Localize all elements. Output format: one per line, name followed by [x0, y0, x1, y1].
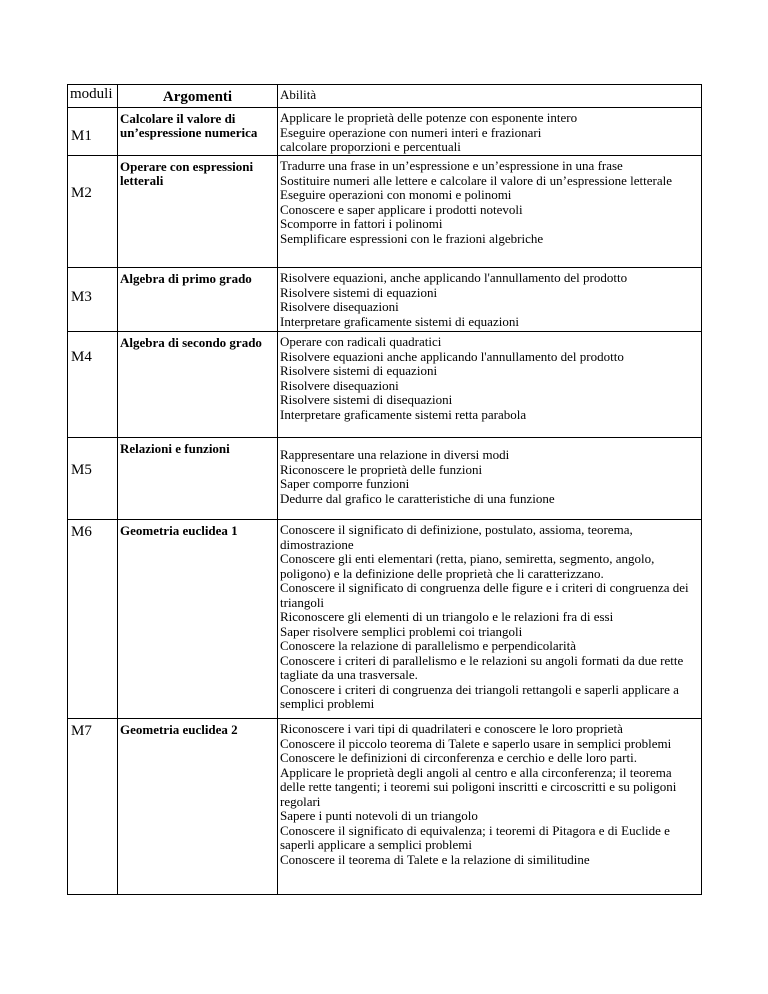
skill-item: Sapere i punti notevoli di un triangolo — [280, 808, 478, 823]
topic-title: Algebra di primo grado — [118, 268, 278, 332]
syllabus-table — [67, 84, 702, 895]
skill-item: Riconoscere gli elementi di un triangolo e le relazioni fra di essi — [280, 609, 614, 624]
topic-title: Operare con espressioni letterali — [118, 156, 278, 268]
table-row — [68, 520, 702, 719]
skills-cell — [278, 268, 702, 332]
header-abilita: Abilità — [278, 85, 702, 108]
skill-item: Conoscere le definizioni di circonferenza e cerchio e delle loro parti. — [280, 750, 637, 765]
skill-item: Eseguire operazioni con monomi e polinomi — [280, 187, 512, 202]
skill-item: Sostituire numeri alle lettere e calcolare il valore di un’espressione letterale — [280, 172, 672, 188]
module-code: M7 — [68, 719, 118, 895]
skill-item: Applicare le proprietà degli angoli al centro e alla circonferenza; il teorema delle rette tangenti; i teoremi sui poligoni inscritti e circoscritti e su poligoni regolari — [280, 764, 677, 809]
skill-item: Interpretare graficamente sistemi di equazioni — [280, 313, 519, 329]
skill-item: calcolare proporzioni e percentuali — [280, 139, 461, 154]
topic-title: Algebra di secondo grado — [118, 332, 278, 438]
skill-item: Semplificare espressioni con le frazioni algebriche — [280, 230, 544, 246]
table-row — [68, 438, 702, 520]
header-moduli: moduli — [68, 85, 118, 108]
topic-title: Calcolare il valore di un’espressione numerica — [118, 108, 278, 156]
module-code: M3 — [68, 268, 118, 332]
module-code: M4 — [68, 332, 118, 438]
skill-item: Risolvere disequazioni — [280, 377, 399, 393]
skill-item: Saper comporre funzioni — [280, 476, 410, 491]
skills-cell — [278, 719, 702, 895]
skill-item: Tradurre una frase in un’espressione e un’espressione in una frase — [280, 158, 623, 173]
module-code: M1 — [68, 108, 118, 156]
skill-item: Conoscere e saper applicare i prodotti notevoli — [280, 201, 523, 217]
skills-cell — [278, 332, 702, 438]
skill-item: Conoscere il piccolo teorema di Talete e saperlo usare in semplici problemi — [280, 735, 672, 751]
skill-item: Conoscere il significato di equivalenza; i teoremi di Pitagora e di Euclide e saperli applicare a semplici problemi — [280, 822, 670, 852]
module-code: M5 — [68, 438, 118, 520]
skill-item: Operare con radicali quadratici — [280, 334, 442, 349]
table-row — [68, 719, 702, 895]
skills-cell — [278, 520, 702, 719]
skill-item: Rappresentare una relazione in diversi modi — [280, 447, 510, 462]
skill-item: Risolvere disequazioni — [280, 299, 399, 314]
skill-item: Applicare le proprietà delle potenze con esponente intero — [280, 110, 578, 125]
skill-item: Risolvere equazioni anche applicando l'annullamento del prodotto — [280, 348, 624, 364]
table-header-row — [68, 85, 702, 108]
table-row — [68, 268, 702, 332]
skill-item: Interpretare graficamente sistemi retta parabola — [280, 406, 527, 422]
skills-cell — [278, 156, 702, 268]
header-argomenti: Argomenti — [118, 85, 278, 108]
skill-item: Conoscere il significato di congruenza delle figure e i criteri di congruenza dei triangoli — [280, 580, 689, 610]
skill-item: Riconoscere i vari tipi di quadrilateri e conoscere le loro proprietà — [280, 721, 623, 736]
topic-title: Geometria euclidea 1 — [118, 520, 278, 719]
skill-item: Eseguire operazione con numeri interi e frazionari — [280, 124, 542, 140]
skill-item: Risolvere sistemi di equazioni — [280, 363, 438, 378]
topic-title: Relazioni e funzioni — [118, 438, 278, 520]
skill-item: Risolvere sistemi di disequazioni — [280, 392, 453, 407]
table-row — [68, 156, 702, 268]
table-row — [68, 332, 702, 438]
module-code: M6 — [68, 520, 118, 719]
skill-item: Riconoscere le proprietà delle funzioni — [280, 461, 483, 477]
skill-item: Risolvere sistemi di equazioni — [280, 284, 438, 300]
skill-item: Conoscere gli enti elementari (retta, piano, semiretta, segmento, angolo, poligono) e la definizione delle proprietà che li caratterizzano. — [280, 551, 655, 581]
skill-item: Risolvere equazioni, anche applicando l'annullamento del prodotto — [280, 270, 628, 285]
skill-item: Conoscere il significato di definizione, postulato, assioma, teorema, dimostrazione — [280, 522, 633, 552]
table-row — [68, 108, 702, 156]
skills-cell — [278, 438, 702, 520]
skill-item: Scomporre in fattori i polinomi — [280, 216, 443, 231]
skill-item: Conoscere il teorema di Talete e la relazione di similitudine — [280, 851, 590, 867]
module-code: M2 — [68, 156, 118, 268]
skill-item: Dedurre dal grafico le caratteristiche di una funzione — [280, 490, 555, 506]
skill-item: Saper risolvere semplici problemi coi triangoli — [280, 623, 523, 639]
skills-cell — [278, 108, 702, 156]
skill-item: Conoscere i criteri di parallelismo e le relazioni su angoli formati da due rette tagliate da una trasversale. — [280, 652, 684, 682]
topic-title: Geometria euclidea 2 — [118, 719, 278, 895]
skill-item: Conoscere la relazione di parallelismo e perpendicolarità — [280, 638, 576, 653]
skill-item: Conoscere i criteri di congruenza dei triangoli rettangoli e saperli applicare a semplici problemi — [280, 681, 679, 711]
